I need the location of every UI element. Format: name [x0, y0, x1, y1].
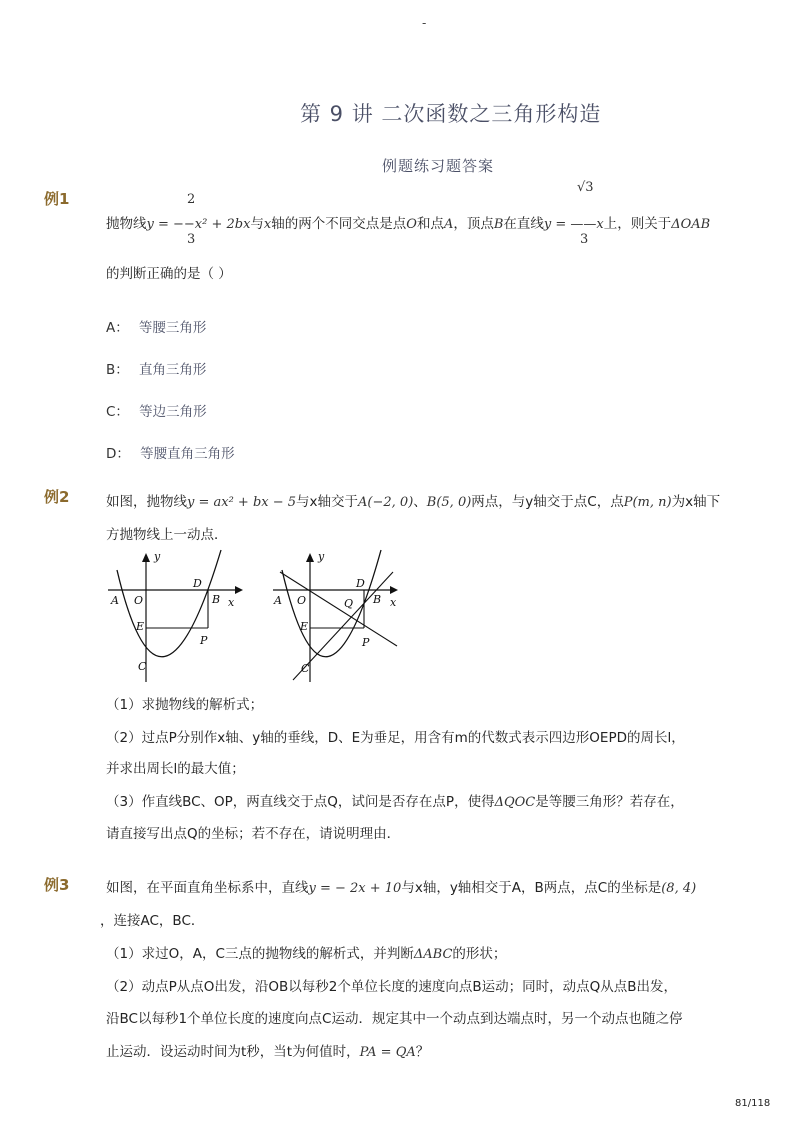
- fig1-label-b: B: [212, 593, 221, 606]
- fig2-line-op: [280, 572, 397, 646]
- example-2-question-2a: （2）过点P分别作x轴、y轴的垂线，D、E为垂足，用含有m的代数式表示四边形OEPD的周长l，: [106, 730, 685, 746]
- fig1-label-y: y: [154, 550, 161, 563]
- option-a[interactable]: A： 等腰三角形: [106, 320, 207, 336]
- fig2-x-arrow: [390, 586, 398, 594]
- fig2-label-d: D: [356, 577, 365, 590]
- fig2-label-y: y: [318, 550, 325, 563]
- fig1-label-d: D: [193, 577, 202, 590]
- example-3-line-1: 如图，在平面直角坐标系中，直线y = − 2x + 10与x轴，y轴相交于A，B两点，点C的坐标是(8, 4): [106, 880, 697, 896]
- figure-1-diagram: [100, 548, 250, 688]
- fraction-2-denominator: 3: [580, 232, 589, 247]
- fig2-label-b: B: [373, 593, 382, 606]
- page-subtitle: 例题练习题答案: [382, 157, 495, 175]
- example-3-question-2b: 沿BC以每秒1个单位长度的速度向点C运动．规定其中一个动点到达端点时，另一个动点也随之停: [106, 1011, 683, 1027]
- fraction-2-numerator: √3: [577, 180, 594, 195]
- example-1-label: 例1: [44, 190, 70, 208]
- fig2-label-o: O: [297, 594, 307, 607]
- fraction-1-denominator: 3: [187, 232, 196, 247]
- example-2-question-2b: 并求出周长l的最大值；: [106, 761, 245, 777]
- option-d[interactable]: D： 等腰直角三角形: [106, 446, 235, 462]
- fig2-label-a: A: [274, 594, 282, 607]
- example-3-question-1: （1）求过O，A，C三点的抛物线的解析式，并判断ΔABC的形状；: [106, 946, 507, 962]
- fig2-y-arrow: [306, 553, 314, 562]
- example-2-line-1: 如图，抛物线y = ax² + bx − 5与x轴交于A(−2, 0)、B(5, 0)两点，与y轴交于点C，点P(m, n)为x轴下: [106, 494, 721, 510]
- example-3-question-2a: （2）动点P从点O出发，沿OB以每秒2个单位长度的速度向点B运动；同时，动点Q从点B出发，: [106, 979, 677, 995]
- page-number: 81/118: [735, 1098, 771, 1109]
- option-b[interactable]: B： 直角三角形: [106, 362, 207, 378]
- fig2-label-x: x: [390, 596, 397, 609]
- fig1-label-p: P: [200, 634, 208, 647]
- example-3-line-2: ，连接AC，BC．: [100, 913, 205, 929]
- fig1-label-o: O: [134, 594, 144, 607]
- example-3-label: 例3: [44, 876, 70, 894]
- figure-2-diagram: [265, 548, 415, 688]
- example-2-line-2: 方抛物线上一动点．: [106, 527, 228, 543]
- fraction-1-numerator: 2: [187, 192, 196, 207]
- header-mark: -: [422, 16, 427, 30]
- fig2-label-q: Q: [344, 597, 354, 610]
- example-1-line-2: 的判断正确的是（ ）: [106, 266, 232, 282]
- fig1-y-arrow: [142, 553, 150, 562]
- example-1-line-1: 抛物线y = −−x² + 2bx与x轴的两个不同交点是点O和点A，顶点B在直线y = ——x上，则关于ΔOAB: [106, 216, 711, 232]
- fig2-label-c: C: [301, 662, 310, 675]
- option-c[interactable]: C： 等边三角形: [106, 404, 207, 420]
- fig1-x-arrow: [235, 586, 243, 594]
- example-2-question-3a: （3）作直线BC、OP，两直线交于点Q，试问是否存在点P，使得ΔQOC是等腰三角形？若存在，: [106, 794, 684, 810]
- fig1-label-x: x: [228, 596, 235, 609]
- example-2-question-1: （1）求抛物线的解析式；: [106, 697, 264, 713]
- example-2-label: 例2: [44, 488, 70, 506]
- page-title: 第 9 讲 二次函数之三角形构造: [300, 102, 602, 126]
- fig1-label-c: C: [138, 660, 147, 673]
- example-2-question-3b: 请直接写出点Q的坐标；若不存在，请说明理由．: [106, 826, 401, 842]
- fig2-label-e: E: [300, 620, 309, 633]
- fig1-label-a: A: [111, 594, 119, 607]
- fig2-label-p: P: [362, 636, 370, 649]
- fig1-label-e: E: [136, 620, 145, 633]
- example-3-question-2c: 止运动．设运动时间为t秒，当t为何值时，PA = QA？: [106, 1044, 430, 1060]
